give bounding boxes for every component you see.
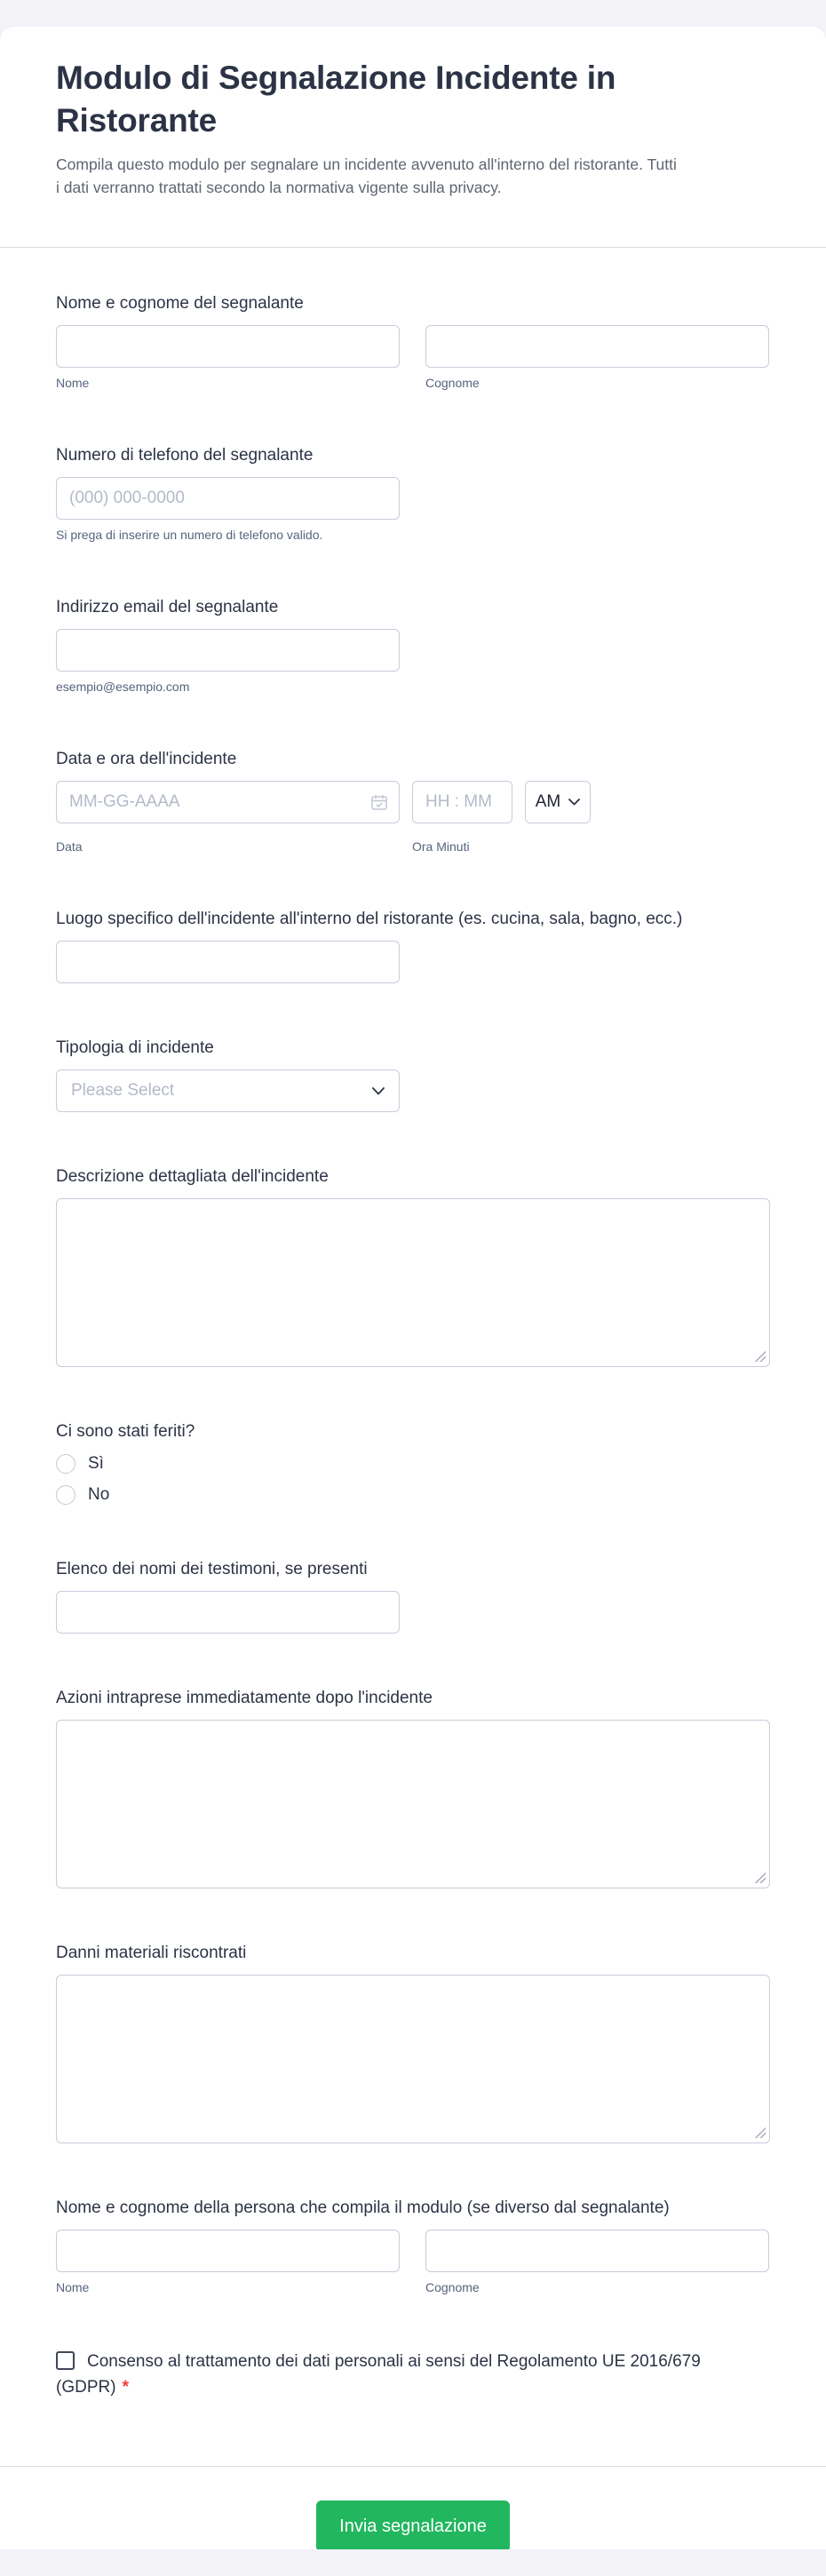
- select-placeholder: Please Select: [71, 1081, 175, 1100]
- ampm-value: AM: [535, 792, 561, 811]
- first-name-sublabel: Nome: [56, 376, 90, 390]
- time-input[interactable]: [412, 781, 512, 823]
- form-body: [0, 248, 826, 2400]
- date-sublabel: Data: [56, 839, 83, 854]
- last-name-col: [425, 2230, 769, 2295]
- datetime-sublabels: [56, 831, 770, 855]
- material-damage-textarea[interactable]: [56, 1975, 770, 2143]
- submit-row: [0, 2467, 826, 2549]
- question-label: Danni materiali riscontrati: [56, 1944, 247, 1962]
- gdpr-consent-label: Consenso al trattamento dei dati personali ai sensi del Regolamento UE 2016/679 (GDPR): [56, 2352, 701, 2397]
- witnesses-input[interactable]: [56, 1591, 400, 1634]
- datetime-row: [56, 781, 770, 823]
- submit-button[interactable]: Invia segnalazione: [316, 2500, 510, 2549]
- email-input[interactable]: [56, 629, 400, 672]
- radio-label-yes: Sì: [88, 1454, 104, 1473]
- question-label: Luogo specifico dell'incidente all'interno del ristorante (es. cucina, sala, bagno, ecc.): [56, 910, 683, 928]
- required-asterisk: *: [122, 2378, 129, 2397]
- radio-option-no[interactable]: [56, 1485, 770, 1505]
- field-reporter-name: [56, 292, 770, 391]
- submit-section: [0, 2466, 826, 2549]
- question-label: Elenco dei nomi dei testimoni, se presenti: [56, 1560, 368, 1578]
- question-label: Nome e cognome del segnalante: [56, 294, 304, 313]
- checkbox-icon[interactable]: [56, 2351, 75, 2370]
- damage-textarea-wrap: [56, 1975, 770, 2143]
- last-name-col: [425, 325, 769, 391]
- field-email: [56, 596, 770, 695]
- question-label: Indirizzo email del segnalante: [56, 598, 279, 616]
- radio-icon[interactable]: [56, 1485, 75, 1505]
- last-name-sublabel: Cognome: [425, 376, 480, 390]
- date-input[interactable]: [56, 781, 400, 823]
- field-material-damage: [56, 1942, 770, 2143]
- field-description: [56, 1165, 770, 1367]
- radio-option-yes[interactable]: [56, 1454, 770, 1474]
- reporter-first-name-input[interactable]: [56, 325, 400, 368]
- phone-hint: Si prega di inserire un numero di telefono valido.: [56, 528, 323, 542]
- first-name-col: [56, 2230, 400, 2295]
- question-label: Nome e cognome della persona che compila il modulo (se diverso dal segnalante): [56, 2198, 670, 2217]
- calendar-icon[interactable]: [370, 793, 388, 811]
- field-injuries: [56, 1420, 770, 1505]
- question-label: Ci sono stati feriti?: [56, 1422, 195, 1441]
- field-incident-type: [56, 1037, 770, 1112]
- page-subtitle: Compila questo modulo per segnalare un incidente avvenuto all'interno del ristorante. Tutti i dati verranno trattati secondo la normativa vigente sulla privacy.: [56, 155, 677, 196]
- ampm-select[interactable]: [525, 781, 591, 823]
- field-location: [56, 908, 770, 983]
- question-label: Numero di telefono del segnalante: [56, 446, 314, 465]
- field-gdpr-consent: [56, 2349, 770, 2400]
- first-name-col: [56, 325, 400, 391]
- phone-input[interactable]: [56, 477, 400, 520]
- question-label: Azioni intraprese immediatamente dopo l'incidente: [56, 1689, 433, 1707]
- description-textarea-wrap: [56, 1198, 770, 1367]
- field-actions-taken: [56, 1687, 770, 1888]
- form-card: [0, 27, 826, 2549]
- chevron-down-icon: [372, 1087, 385, 1095]
- resize-handle[interactable]: [755, 2127, 766, 2138]
- radio-label-no: No: [88, 1485, 110, 1504]
- resize-handle[interactable]: [755, 1872, 766, 1883]
- resize-handle[interactable]: [755, 1351, 766, 1362]
- compiler-first-name-input[interactable]: [56, 2230, 400, 2272]
- field-datetime: [56, 748, 770, 855]
- incident-type-select[interactable]: [56, 1069, 400, 1112]
- date-input-wrap: [56, 781, 400, 823]
- location-input[interactable]: [56, 941, 400, 983]
- page-title: Modulo di Segnalazione Incidente in Ristorante: [56, 60, 616, 139]
- time-sublabel: Ora Minuti: [412, 839, 470, 854]
- description-textarea[interactable]: [56, 1198, 770, 1367]
- form-header: [0, 27, 826, 199]
- gdpr-consent-row[interactable]: [56, 2352, 701, 2397]
- question-label: Data e ora dell'incidente: [56, 750, 237, 768]
- question-label: Descrizione dettagliata dell'incidente: [56, 1167, 329, 1186]
- chevron-down-icon: [568, 799, 580, 806]
- actions-taken-textarea[interactable]: [56, 1720, 770, 1888]
- last-name-sublabel: Cognome: [425, 2280, 480, 2294]
- name-inputs-row: [56, 2230, 770, 2295]
- field-phone: [56, 444, 770, 543]
- radio-icon[interactable]: [56, 1454, 75, 1474]
- actions-textarea-wrap: [56, 1720, 770, 1888]
- email-hint: esempio@esempio.com: [56, 680, 190, 694]
- question-label: Tipologia di incidente: [56, 1038, 214, 1057]
- name-inputs-row: [56, 325, 770, 391]
- field-witnesses: [56, 1558, 770, 1634]
- compiler-last-name-input[interactable]: [425, 2230, 769, 2272]
- first-name-sublabel: Nome: [56, 2280, 90, 2294]
- reporter-last-name-input[interactable]: [425, 325, 769, 368]
- field-compiler-name: [56, 2197, 770, 2295]
